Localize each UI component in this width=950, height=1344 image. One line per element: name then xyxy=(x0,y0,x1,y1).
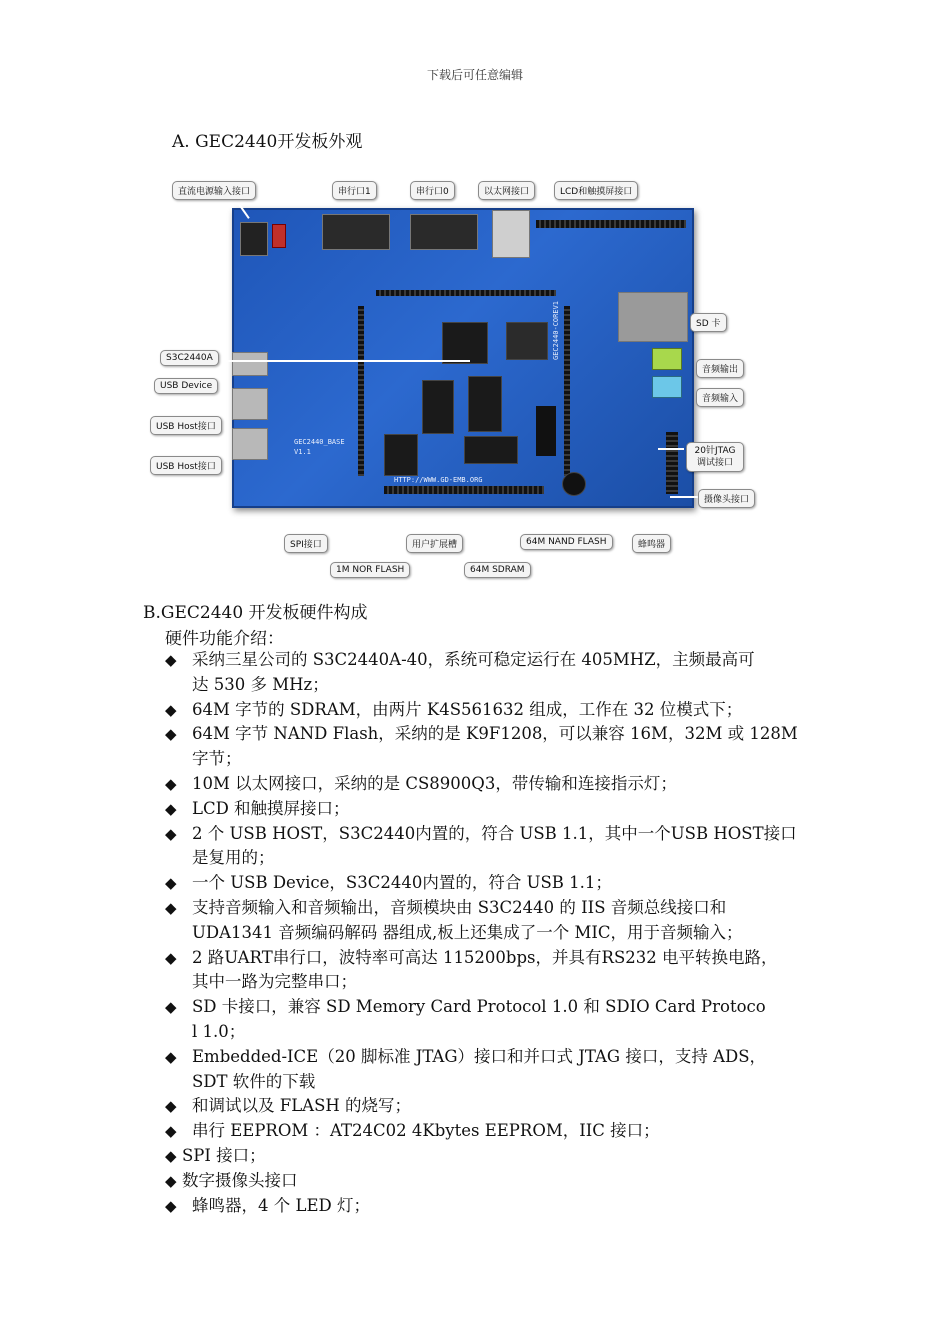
audio-in-jack xyxy=(652,376,682,398)
feature-text: 采纳三星公司的 S3C2440A-40，系统可稳定运行在 405MHZ，主频最高可 达 530 多 MHz； xyxy=(192,650,755,694)
nand-flash-chip xyxy=(464,436,518,464)
diamond-bullet-icon: ◆ xyxy=(165,998,177,1017)
board-photo xyxy=(150,176,775,586)
callout-serial0: 串行口0 xyxy=(410,181,455,200)
feature-item xyxy=(165,896,830,946)
callout-usb-device: USB Device xyxy=(154,378,218,394)
callout-ethernet: 以太网接口 xyxy=(478,181,535,200)
feature-text: SPI 接口； xyxy=(182,1145,266,1165)
leader-line xyxy=(210,360,470,362)
section-a-title: A. GEC2440开发板外观 xyxy=(172,132,363,152)
sdram-chip-2 xyxy=(384,434,418,476)
section-b-title: B.GEC2440 开发板硬件构成 xyxy=(143,603,368,623)
camera-header xyxy=(666,432,678,494)
diamond-bullet-icon: ◆ xyxy=(165,898,177,917)
callout-nor: 1M NOR FLASH xyxy=(330,562,410,578)
callout-cpu: S3C2440A xyxy=(160,350,219,366)
core-right-header xyxy=(564,306,570,476)
callout-sdram: 64M SDRAM xyxy=(464,562,531,578)
diamond-bullet-icon: ◆ xyxy=(165,1171,177,1190)
feature-item xyxy=(165,871,830,896)
feature-list xyxy=(165,648,830,1218)
pcb-board xyxy=(232,208,694,508)
feature-text: LCD 和触摸屏接口； xyxy=(192,798,350,818)
silk-version: V1.1 xyxy=(294,448,311,456)
feature-text: 64M 字节的 SDRAM，由两片 K4S561632 组成，工作在 32 位模式下； xyxy=(192,699,743,719)
feature-text: 10M 以太网接口，采纳的是 CS8900Q3，带传输和连接指示灯； xyxy=(192,773,677,793)
feature-text: 64M 字节 NAND Flash，采纳的是 K9F1208，可以兼容 16M，32M 或 128M 字节； xyxy=(192,724,798,769)
diamond-bullet-icon: ◆ xyxy=(165,824,177,843)
callout-dc-power: 直流电源输入接口 xyxy=(172,181,256,200)
feature-text: SD 卡接口，兼容 SD Memory Card Protocol 1.0 和 SDIO Card Protoco l 1.0； xyxy=(192,997,766,1041)
core-left-header xyxy=(358,306,364,476)
feature-item xyxy=(165,722,830,772)
feature-item xyxy=(165,1045,830,1095)
jtag-header xyxy=(536,406,556,456)
feature-item xyxy=(165,648,830,698)
callout-serial1: 串行口1 xyxy=(332,181,377,200)
buzzer xyxy=(562,472,586,496)
callout-nand: 64M NAND FLASH xyxy=(520,534,613,550)
feature-text: 一个 USB Device，S3C2440内置的，符合 USB 1.1； xyxy=(192,873,612,893)
feature-item xyxy=(165,698,830,723)
usb-host-port-2 xyxy=(232,428,268,460)
callout-camera: 摄像头接口 xyxy=(698,489,755,508)
feature-text: 数字摄像头接口 xyxy=(182,1170,298,1190)
ethernet-controller-chip xyxy=(506,322,548,360)
leader-line xyxy=(658,448,684,450)
silk-url: HTTP://WWW.GD-EMB.ORG xyxy=(394,476,483,484)
diamond-bullet-icon: ◆ xyxy=(165,1146,177,1165)
sdram-chip xyxy=(468,376,502,432)
diamond-bullet-icon: ◆ xyxy=(165,1122,177,1141)
usb-host-port-1 xyxy=(232,388,268,420)
feature-item xyxy=(165,946,830,996)
diamond-bullet-icon: ◆ xyxy=(165,774,177,793)
diamond-bullet-icon: ◆ xyxy=(165,1097,177,1116)
diamond-bullet-icon: ◆ xyxy=(165,651,177,669)
feature-item xyxy=(165,1144,830,1169)
power-switch xyxy=(272,224,286,248)
feature-item xyxy=(165,772,830,797)
ethernet-port xyxy=(492,210,530,258)
callout-spi: SPI接口 xyxy=(284,534,328,553)
feature-item xyxy=(165,995,830,1045)
leader-line xyxy=(670,496,700,498)
diamond-bullet-icon: ◆ xyxy=(165,948,177,967)
callout-audio-in: 音频输入 xyxy=(696,388,744,407)
s3c2440a-chip xyxy=(442,322,488,364)
feature-item xyxy=(165,1119,830,1144)
diamond-bullet-icon: ◆ xyxy=(165,1196,177,1215)
callout-sd: SD 卡 xyxy=(690,313,727,332)
feature-text: 串行 EEPROM ：AT24C02 4Kbytes EEPROM，IIC 接口； xyxy=(192,1121,660,1141)
lcd-header xyxy=(536,220,686,228)
diamond-bullet-icon: ◆ xyxy=(165,874,177,893)
feature-item xyxy=(165,1094,830,1119)
leader-line xyxy=(740,321,780,323)
leader-line xyxy=(746,395,776,397)
callout-audio-out: 音频输出 xyxy=(696,359,744,378)
feature-text: 蜂鸣器，4 个 LED 灯； xyxy=(192,1195,370,1215)
feature-text: 2 个 USB HOST，S3C2440内置的，符合 USB 1.1，其中一个USB HOST接口 是复用的； xyxy=(192,823,797,868)
feature-item xyxy=(165,1194,830,1219)
silk-core: GEC2440-COREV1 xyxy=(552,300,560,360)
callout-jtag: 20针JTAG调试接口 xyxy=(686,442,744,472)
callout-lcd: LCD和触摸屏接口 xyxy=(554,181,638,200)
serial-port-1 xyxy=(322,214,390,250)
nor-flash-chip xyxy=(422,380,454,434)
silk-board-name: GEC2440_BASE xyxy=(294,438,345,446)
audio-out-jack xyxy=(652,348,682,370)
feature-item xyxy=(165,797,830,822)
diamond-bullet-icon: ◆ xyxy=(165,799,177,818)
section-b-intro: 硬件功能介绍： xyxy=(165,629,284,649)
callout-buzzer: 蜂鸣器 xyxy=(632,534,671,553)
diamond-bullet-icon: ◆ xyxy=(165,1047,177,1066)
diamond-bullet-icon: ◆ xyxy=(165,725,177,744)
callout-usb-host-2: USB Host接口 xyxy=(150,456,222,475)
user-expansion-slot xyxy=(384,486,544,494)
usb-device-port xyxy=(232,352,268,376)
feature-text: 支持音频输入和音频输出，音频模块由 S3C2440 的 IIS 音频总线接口和 UDA1341 音频编码解码 器组成,板上还集成了一个 MIC，用于音频输入； xyxy=(192,897,743,942)
feature-text: Embedded-ICE（20 脚标准 JTAG）接口和并口式 JTAG 接口，支持 ADS， SDT 软件的下载 xyxy=(192,1046,767,1091)
callout-usb-host-1: USB Host接口 xyxy=(150,416,222,435)
feature-item xyxy=(165,822,830,872)
feature-item xyxy=(165,1169,830,1194)
feature-text: 2 路UART串行口，波特率可高达 115200bps，并具有RS232 电平转换电路， 其中一路为完整串口； xyxy=(192,947,778,992)
serial-port-0 xyxy=(410,214,478,250)
diamond-bullet-icon: ◆ xyxy=(165,700,177,719)
core-top-header xyxy=(376,290,556,296)
leader-line xyxy=(746,366,776,368)
feature-text: 和调试以及 FLASH 的烧写； xyxy=(192,1096,412,1116)
page-header: 下载后可任意编辑 xyxy=(426,68,523,82)
dc-jack xyxy=(240,222,268,256)
sd-card-slot xyxy=(618,292,688,342)
callout-user-slot: 用户扩展槽 xyxy=(406,534,463,553)
